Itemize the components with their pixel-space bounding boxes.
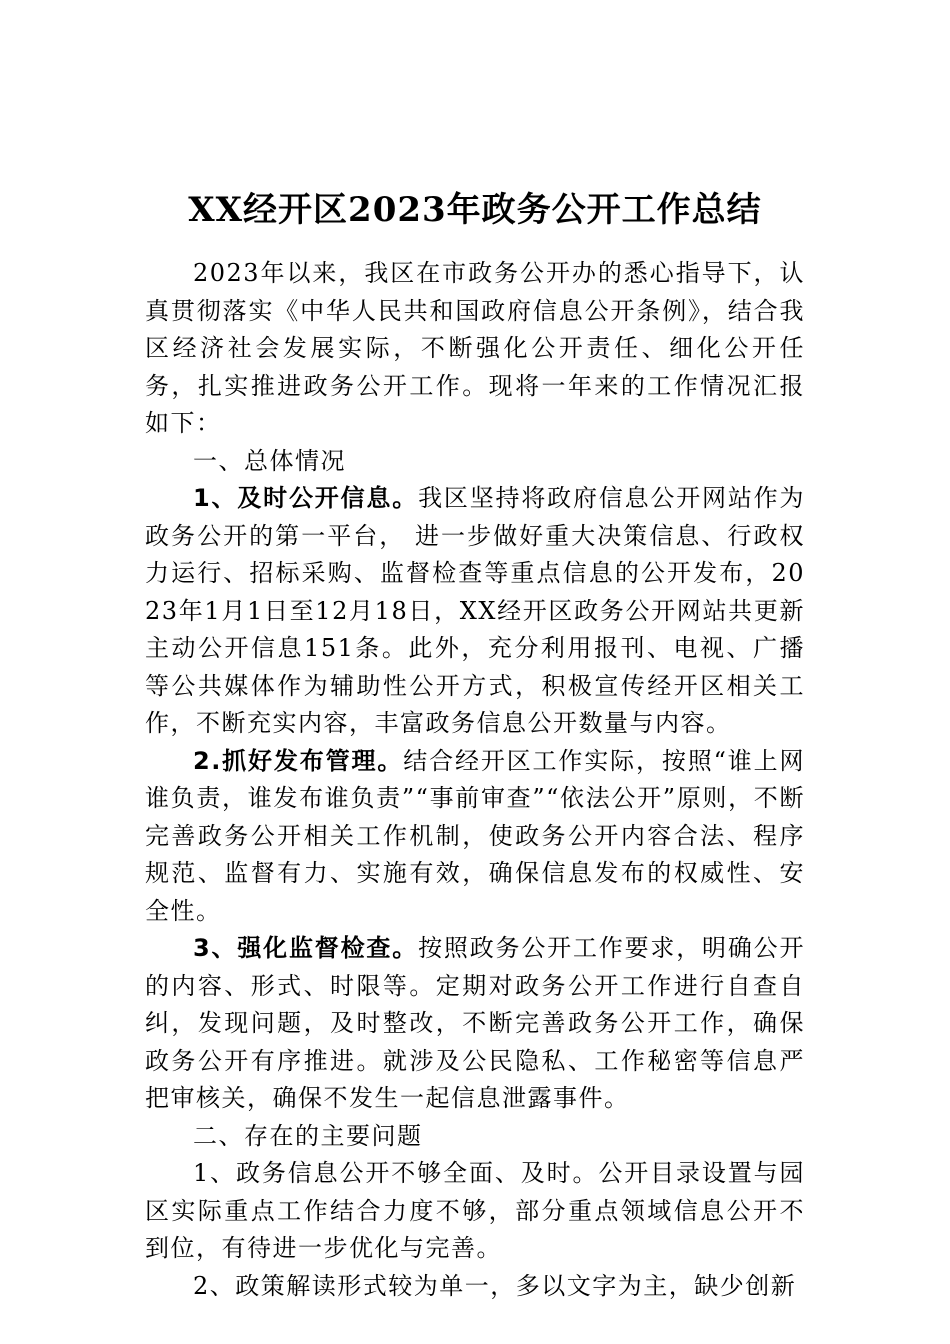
document-title: XX经开区2023年政务公开工作总结 <box>188 189 762 230</box>
overview-item-2 <box>145 743 805 931</box>
item-text: 按照政务公开工作要求，明确公开的内容、形式、时限等。定期对政务公开工作进行自查自纠，发现问题，及时整改，不断完善政务公开工作，确保政务公开有序推进。就涉及公民隐私、工作秘密等信息严把审核关，确保不发生一起信息泄露事件。 <box>145 934 806 1112</box>
item-text: 结合经开区工作实际，按照“谁上网谁负责，谁发布谁负责”“事前审查”“依法公开”原则，不断完善政务公开相关工作机制，使政务公开内容合法、程序规范、监督有力、实施有效，确保信息发布的权威性、安全性。 <box>145 746 805 925</box>
intro-paragraph: 2023年以来，我区在市政务公开办的悉心指导下，认真贯彻落实《中华人民共和国政府信息公开条例》，结合我区经济社会发展实际，不断强化公开责任、细化公开任务，扎实推进政务公开工作。现将一年来的工作情况汇报如下： <box>145 259 805 437</box>
section-heading-overview: 一、总体情况 <box>193 446 346 475</box>
item-lead: 2.抓好发布管理。 <box>193 746 404 775</box>
item-lead: 1、及时公开信息。 <box>193 484 419 512</box>
section-heading-problems: 二、存在的主要问题 <box>193 1121 423 1150</box>
problem-item-1: 1、政务信息公开不够全面、及时。公开目录设置与园区实际重点工作结合力度不够，部分重点领域信息公开不到位，有待进一步优化与完善。 <box>145 1159 805 1262</box>
document-body <box>145 255 805 1305</box>
item-lead: 3、强化监督检查。 <box>193 934 419 962</box>
problem-item-2: 2、政策解读形式较为单一，多以文字为主，缺少创新 <box>193 1271 797 1300</box>
overview-item-1 <box>145 480 805 743</box>
item-text: 我区坚持将政府信息公开网站作为政务公开的第一平台， 进一步做好重大决策信息、行政权力运行、招标采购、监督检查等重点信息的公开发布，2023年1月1日至12月18日，XX经开区政务公开网站共更新主动公开信息151条。此外，充分利用报刊、电视、广播等公共媒体作为辅助性公开方式，积极宣传经开区相关工作，不断充实内容，丰富政务信息公开数量与内容。 <box>145 484 806 737</box>
overview-item-3 <box>145 930 805 1118</box>
